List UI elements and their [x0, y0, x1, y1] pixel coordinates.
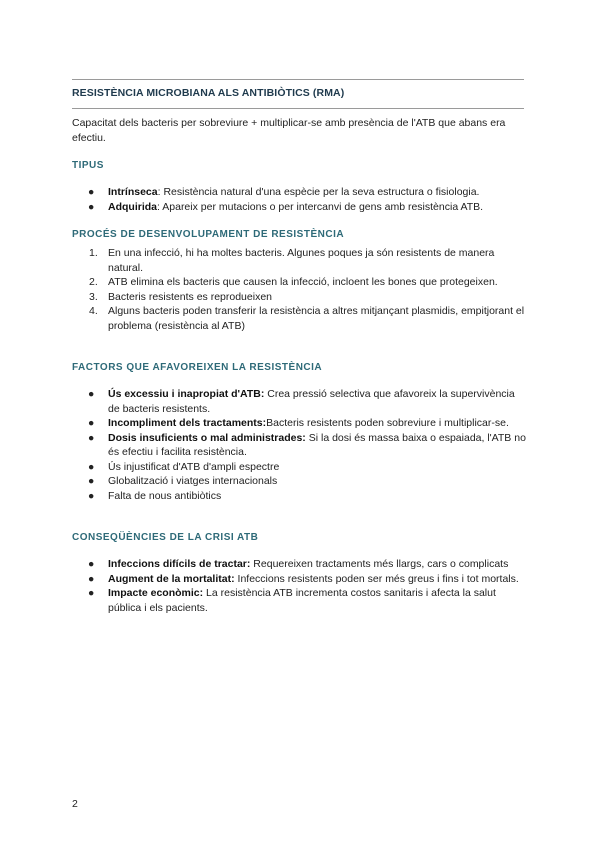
item-number: 2. — [89, 276, 98, 288]
list-item — [72, 572, 527, 587]
list-item — [72, 474, 527, 489]
list-proces — [72, 246, 527, 333]
item-text: Crea pressió selectiva que afavoreix la supervivència de bacteris resistents. — [108, 388, 515, 415]
item-number: 1. — [89, 247, 98, 259]
item-term: Infeccions difícils de tractar: — [108, 558, 251, 570]
item-text: La resistència ATB incrementa costos sanitaris i afecta la salut pública i els pacients. — [108, 587, 496, 614]
item-term: Ús excessiu i inapropiat d'ATB: — [108, 388, 265, 400]
item-text: Requereixen tractaments més llargs, cars o complicats — [250, 558, 509, 570]
top-rule — [72, 79, 524, 80]
list-item — [72, 460, 527, 475]
item-text: Infeccions resistents poden ser més greus i fins i tot mortals. — [234, 572, 519, 585]
list-item — [72, 489, 527, 504]
item-text: ATB elimina els bacteris que causen la infecció, incloent les bones que protegeixen. — [108, 276, 498, 288]
bullet-icon: ● — [88, 558, 95, 570]
item-text: En una infecció, hi ha moltes bacteris. Algunes poques ja són resistents de manera natural. — [108, 247, 495, 274]
list-tipus — [72, 185, 527, 214]
item-text: : Apareix per mutacions o per intercanvi de gens amb resistència ATB. — [157, 200, 484, 213]
item-number: 4. — [89, 305, 98, 317]
bullet-icon: ● — [88, 186, 95, 198]
list-consequencies — [72, 557, 527, 615]
list-item — [72, 586, 527, 615]
item-text: : Resistència natural d'una espècie per la seva estructura o fisiologia. — [157, 186, 480, 198]
page-number: 2 — [72, 798, 78, 810]
item-term: Augment de la mortalitat: — [108, 572, 235, 585]
list-item — [72, 275, 527, 290]
intro-paragraph: Capacitat dels bacteris per sobreviure + multiplicar-se amb presència de l'ATB que abans era efectiu. — [72, 117, 506, 144]
item-text: Globalització i viatges internacionals — [108, 475, 278, 487]
list-item — [72, 304, 527, 333]
bullet-icon: ● — [88, 475, 95, 487]
item-text: Si la dosi és massa baixa o espaiada, l'ATB no és efectiu i facilita resistència. — [108, 431, 526, 458]
item-text: Bacteris resistents poden sobreviure i multiplicar-se. — [266, 417, 509, 429]
item-text: Bacteris resistents es reprodueixen — [108, 290, 272, 303]
page-title: RESISTÈNCIA MICROBIANA ALS ANTIBIÒTICS (RMA) — [72, 87, 345, 99]
item-term: Incompliment dels tractaments: — [108, 417, 267, 429]
item-term: Dosis insuficients o mal administrades: — [108, 431, 306, 444]
item-number: 3. — [89, 290, 98, 303]
item-term: Adquirida — [108, 200, 157, 213]
section-heading-consequencies: CONSEQÜÈNCIES DE LA CRISI ATB — [72, 532, 259, 543]
item-text: Ús injustificat d'ATB d'ampli espectre — [108, 460, 280, 473]
list-item — [72, 416, 527, 431]
item-term: Impacte econòmic: — [108, 587, 204, 599]
item-term: Intrínseca — [108, 186, 158, 198]
item-text: Falta de nous antibiòtics — [108, 489, 222, 502]
list-item — [72, 246, 527, 275]
bullet-icon: ● — [88, 587, 95, 599]
list-item — [72, 557, 527, 572]
title-rule — [72, 108, 524, 109]
item-text: Alguns bacteris poden transferir la resistència a altres mitjançant plasmidis, empitjorant el problema (resistència al ATB) — [108, 305, 525, 332]
bullet-icon: ● — [88, 460, 95, 473]
list-item — [72, 387, 527, 416]
list-item — [72, 431, 527, 460]
section-heading-tipus: TIPUS — [72, 160, 104, 171]
section-heading-factors: FACTORS QUE AFAVOREIXEN LA RESISTÈNCIA — [72, 362, 323, 373]
bullet-icon: ● — [88, 417, 95, 429]
list-item — [72, 200, 527, 215]
section-heading-proces: PROCÉS DE DESENVOLUPAMENT DE RESISTÈNCIA — [72, 229, 345, 240]
bullet-icon: ● — [88, 388, 95, 400]
bullet-icon: ● — [88, 489, 95, 502]
list-item — [72, 290, 527, 305]
list-factors — [72, 387, 527, 503]
bullet-icon: ● — [88, 572, 95, 585]
bullet-icon: ● — [88, 200, 95, 213]
list-item — [72, 185, 527, 200]
bullet-icon: ● — [88, 431, 95, 444]
